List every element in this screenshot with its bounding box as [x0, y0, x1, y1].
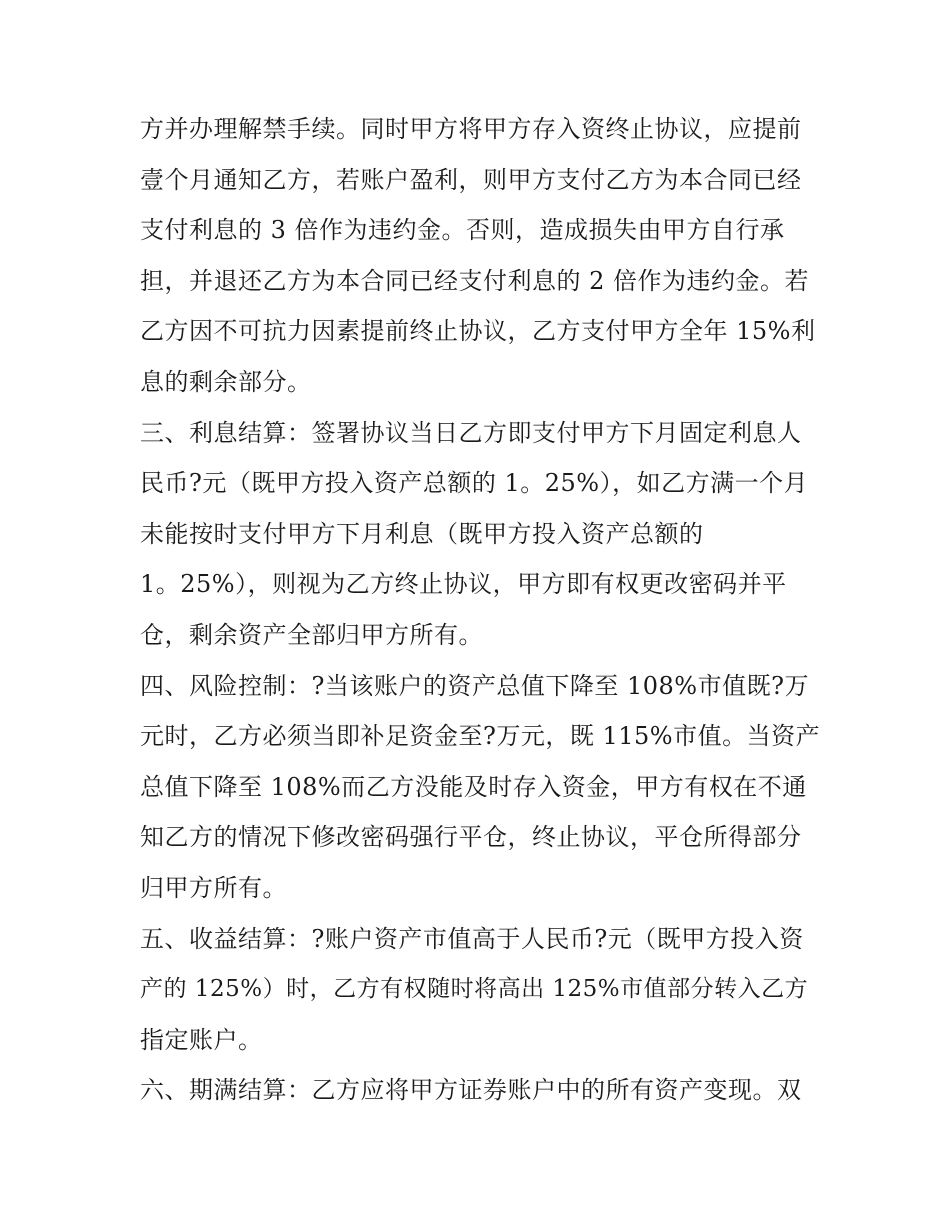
- text-line: 息的剩余部分。: [140, 367, 312, 396]
- text-line: 担，并退还乙方为本合同已经支付利息的 2 倍作为违约金。若: [140, 266, 810, 295]
- text-line: 1。25%），则视为乙方终止协议，甲方即有权更改密码并平: [140, 570, 787, 599]
- section-heading-interest: 三、利息结算：签署协议当日乙方即支付甲方下月固定利息人: [140, 418, 802, 447]
- text-line: 元时，乙方必须当即补足资金至?万元，既 115%市值。当资产: [140, 722, 821, 751]
- document-body: [140, 104, 820, 1116]
- text-line: 民币?元（既甲方投入资产总额的 1。25%），如乙方满一个月: [140, 469, 809, 498]
- section-heading-maturity: 六、期满结算：乙方应将甲方证券账户中的所有资产变现。双: [140, 1076, 802, 1105]
- section-heading-profit: 五、收益结算：?账户资产市值高于人民币?元（既甲方投入资: [140, 924, 804, 953]
- text-line: 仓，剩余资产全部归甲方所有。: [140, 620, 483, 649]
- text-line: 乙方因不可抗力因素提前终止协议，乙方支付甲方全年 15%利: [140, 317, 816, 346]
- text-line: 总值下降至 108%而乙方没能及时存入资金，甲方有权在不通: [140, 772, 807, 801]
- text-line: 知乙方的情况下修改密码强行平仓，终止协议，平仓所得部分: [140, 823, 802, 852]
- text-line: 归甲方所有。: [140, 873, 287, 902]
- section-heading-risk: 四、风险控制：?当该账户的资产总值下降至 108%市值既?万: [140, 671, 809, 700]
- text-line: 方并办理解禁手续。同时甲方将甲方存入资终止协议，应提前: [140, 115, 802, 143]
- text-line: 未能按时支付甲方下月利息（既甲方投入资产总额的: [140, 519, 704, 548]
- text-line: 支付利息的 3 倍作为违约金。否则，造成损失由甲方自行承: [140, 216, 785, 245]
- text-line: 产的 125%）时，乙方有权随时将高出 125%市值部分转入乙方: [140, 976, 809, 1003]
- text-line: 壹个月通知乙方，若账户盈利，则甲方支付乙方为本合同已经: [140, 165, 802, 194]
- text-line: 指定账户。: [140, 1025, 263, 1054]
